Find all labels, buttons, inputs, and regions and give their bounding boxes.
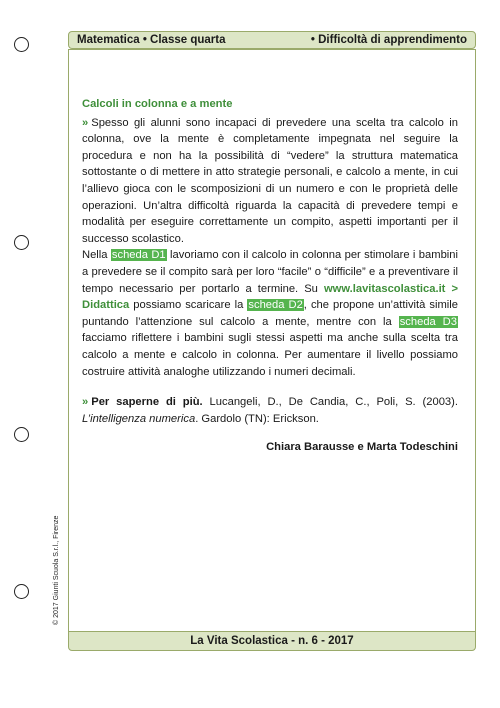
reference-authors: Lucangeli, D., De Candia, C., Poli, S. (2003).	[202, 396, 458, 409]
paragraph-intro-text: Spesso gli alunni sono incapaci di prevedere una scelta tra calcolo in colonna, ove la mente è completamente impegnata nel seguire la procedura e non ha la possibilità di “vedere” la struttura matematica sottostante o di mettere in atto strategie personali, e calcolo a mente, in cui l’allievo gioca con le scomposizioni di un numero e con le proprietà delle operazioni. Un’altra difficoltà riguarda la capacità di prevedere tempi e modalità per eseguire correttamente un compito, aspetti importanti per il successo scolastico.	[82, 116, 458, 245]
binder-hole-2	[14, 235, 29, 250]
text-segment: , che propone un’attività simile puntando l’attenzione sul calcolo a mente, mentre con la	[82, 299, 458, 328]
article-body	[82, 96, 458, 456]
reference-title: L’intelligenza numerica	[82, 412, 196, 425]
footer-text: La Vita Scolastica - n. 6 - 2017	[190, 635, 354, 647]
section-title: Calcoli in colonna e a mente	[82, 98, 233, 110]
page-footer	[68, 631, 476, 651]
binder-hole-3	[14, 427, 29, 442]
copyright-notice: © 2017 Giunti Scuola S.r.l., Firenze	[53, 515, 60, 625]
paragraph-intro	[82, 115, 458, 248]
paragraph-activities	[82, 247, 458, 380]
bullet-icon: »	[82, 396, 89, 409]
text-segment: Nella	[82, 249, 111, 262]
author-line: Chiara Barausse e Marta Todeschini	[266, 441, 458, 454]
text-segment: lavoriamo con il calcolo in colonna per stimolare i bambini a prevedere se il compito sarà per loro “facile” o “difficile” e a preventivare il tempo necessario per portarlo a termine. Su	[82, 249, 458, 295]
reference-label: Per saperne di più.	[91, 396, 203, 409]
reference	[82, 394, 458, 427]
bullet-icon: »	[82, 116, 89, 129]
binder-hole-4	[14, 584, 29, 599]
header-topic: • Difficoltà di apprendimento	[310, 34, 467, 46]
scheda-d3-badge: scheda D3	[399, 315, 457, 328]
scheda-d2-badge: scheda D2	[248, 299, 303, 312]
binder-hole-1	[14, 37, 29, 52]
page-header	[68, 31, 476, 49]
text-segment: facciamo riflettere i bambini sugli stessi aspetti ma anche sulla scelta tra calcolo a mente e calcolo in colonna. Per aumentare il livello possiamo costruire attività analoghe utilizzando i numeri decimali.	[82, 332, 458, 378]
header-subject: Matematica • Classe quarta	[77, 34, 226, 46]
website-link[interactable]: www.lavitascolastica.it > Didattica	[82, 282, 458, 312]
text-segment: possiamo scaricare la	[129, 299, 248, 312]
scheda-d1-badge: scheda D1	[111, 249, 166, 262]
reference-publisher: . Gardolo (TN): Erickson.	[195, 412, 319, 425]
